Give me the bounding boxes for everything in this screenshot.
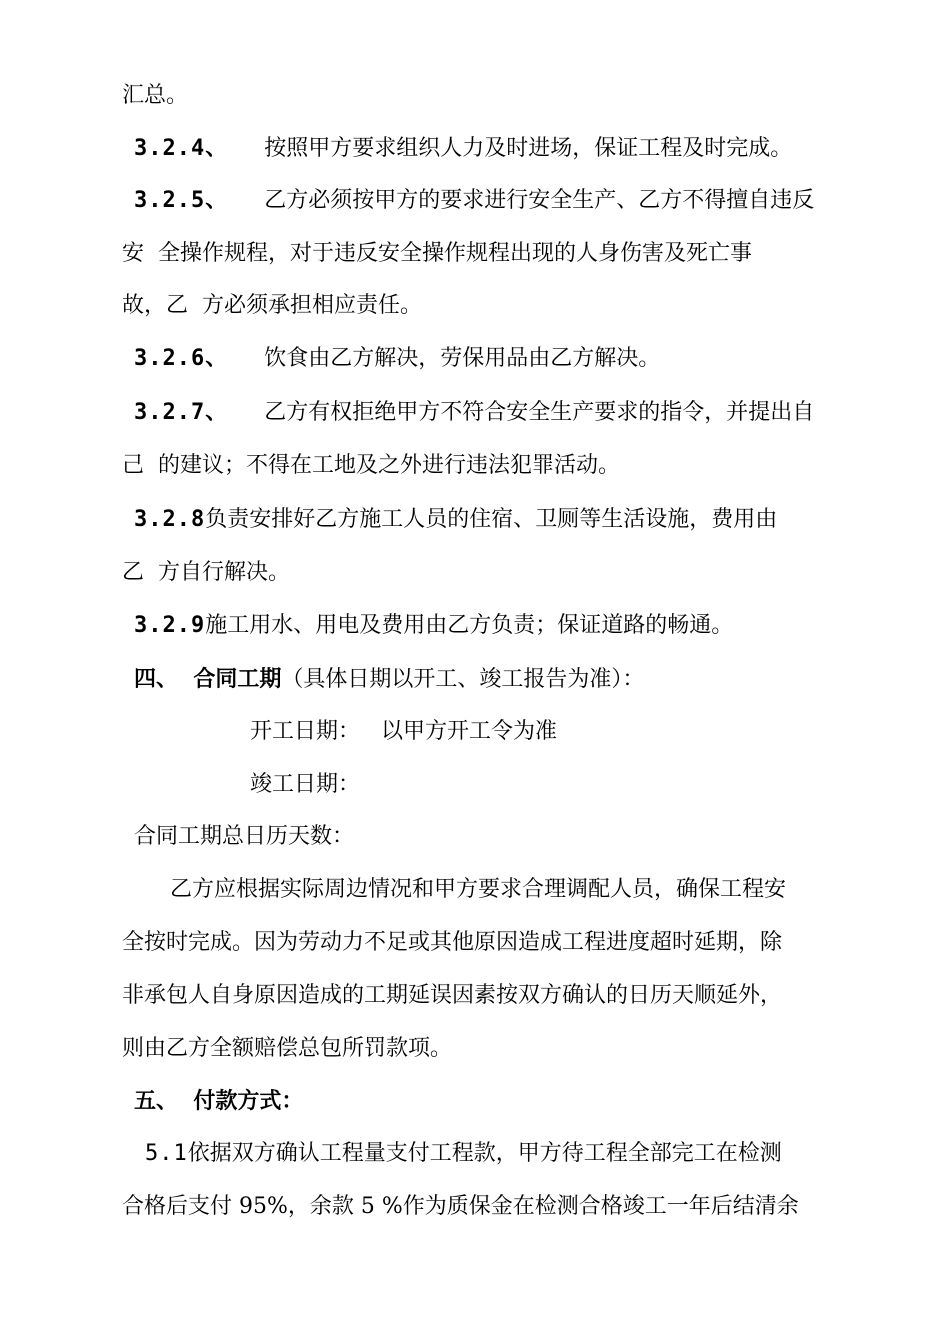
section-title: 四、 合同工期 <box>134 666 282 692</box>
completion-date-line: 竣工日期： <box>250 772 361 797</box>
clause-text: 负责安排好乙方施工人员的住宿、卫厕等生活设施，费用由 <box>205 507 778 532</box>
text-line: 故，乙 方必须承担相应责任。 <box>122 293 422 318</box>
paragraph-line: 合格后支付 95%，余款 5 %作为质保金在检测合格竣工一年后结清余 <box>122 1194 799 1219</box>
clause-number: 3.2.8 <box>134 507 206 532</box>
text-line: 己 的建议；不得在工地及之外进行违法犯罪活动。 <box>122 453 620 478</box>
paragraph-line: 非承包人自身原因造成的工期延误因素按双方确认的日历天顺延外， <box>122 983 783 1008</box>
clause-text: 饮食由乙方解决，劳保用品由乙方解决。 <box>264 346 661 371</box>
text-line: 汇总。 <box>122 83 189 108</box>
clause-text: 按照甲方要求组织人力及时进场，保证工程及时完成。 <box>264 136 793 161</box>
clause-number: 3.2.4、 <box>134 136 229 161</box>
clause-3-2-7 <box>134 398 814 428</box>
section-heading-5: 五、 付款方式： <box>134 1088 304 1114</box>
clause-3-2-5 <box>134 186 814 216</box>
clause-3-2-4 <box>134 134 792 164</box>
clause-number: 3.2.7、 <box>134 400 229 425</box>
start-date-line: 开工日期： 以甲方开工令为准 <box>250 719 557 744</box>
clause-text: 依据双方确认工程量支付工程款，甲方待工程全部完工在检测 <box>187 1141 782 1166</box>
section-heading-4 <box>134 664 644 695</box>
text-line: 乙 方自行解决。 <box>122 560 290 585</box>
clause-number: 3.2.6、 <box>134 346 229 371</box>
clause-number: 5.1 <box>145 1141 188 1166</box>
section-note: （具体日期以开工、竣工报告为准）： <box>281 667 645 692</box>
clause-text: 施工用水、用电及费用由乙方负责；保证道路的畅通。 <box>205 613 734 638</box>
clause-3-2-9 <box>134 611 733 641</box>
clause-3-2-8 <box>134 505 777 535</box>
text-line: 安 全操作规程，对于违反安全操作规程出现的人身伤害及死亡事 <box>122 241 752 266</box>
paragraph-line: 则由乙方全额赔偿总包所罚款项。 <box>122 1036 453 1061</box>
total-days-line: 合同工期总日历天数： <box>134 824 355 849</box>
paragraph-line: 全按时完成。因为劳动力不足或其他原因造成工程进度超时延期，除 <box>122 930 783 955</box>
clause-number: 3.2.9 <box>134 613 206 638</box>
clause-3-2-6 <box>134 344 660 374</box>
clause-number: 3.2.5、 <box>134 188 229 213</box>
clause-5-1 <box>145 1139 782 1169</box>
clause-text: 乙方有权拒绝甲方不符合安全生产要求的指令，并提出自 <box>264 400 815 425</box>
paragraph-line: 乙方应根据实际周边情况和甲方要求合理调配人员，确保工程安 <box>170 877 787 902</box>
clause-text: 乙方必须按甲方的要求进行安全生产、乙方不得擅自违反 <box>264 188 815 213</box>
